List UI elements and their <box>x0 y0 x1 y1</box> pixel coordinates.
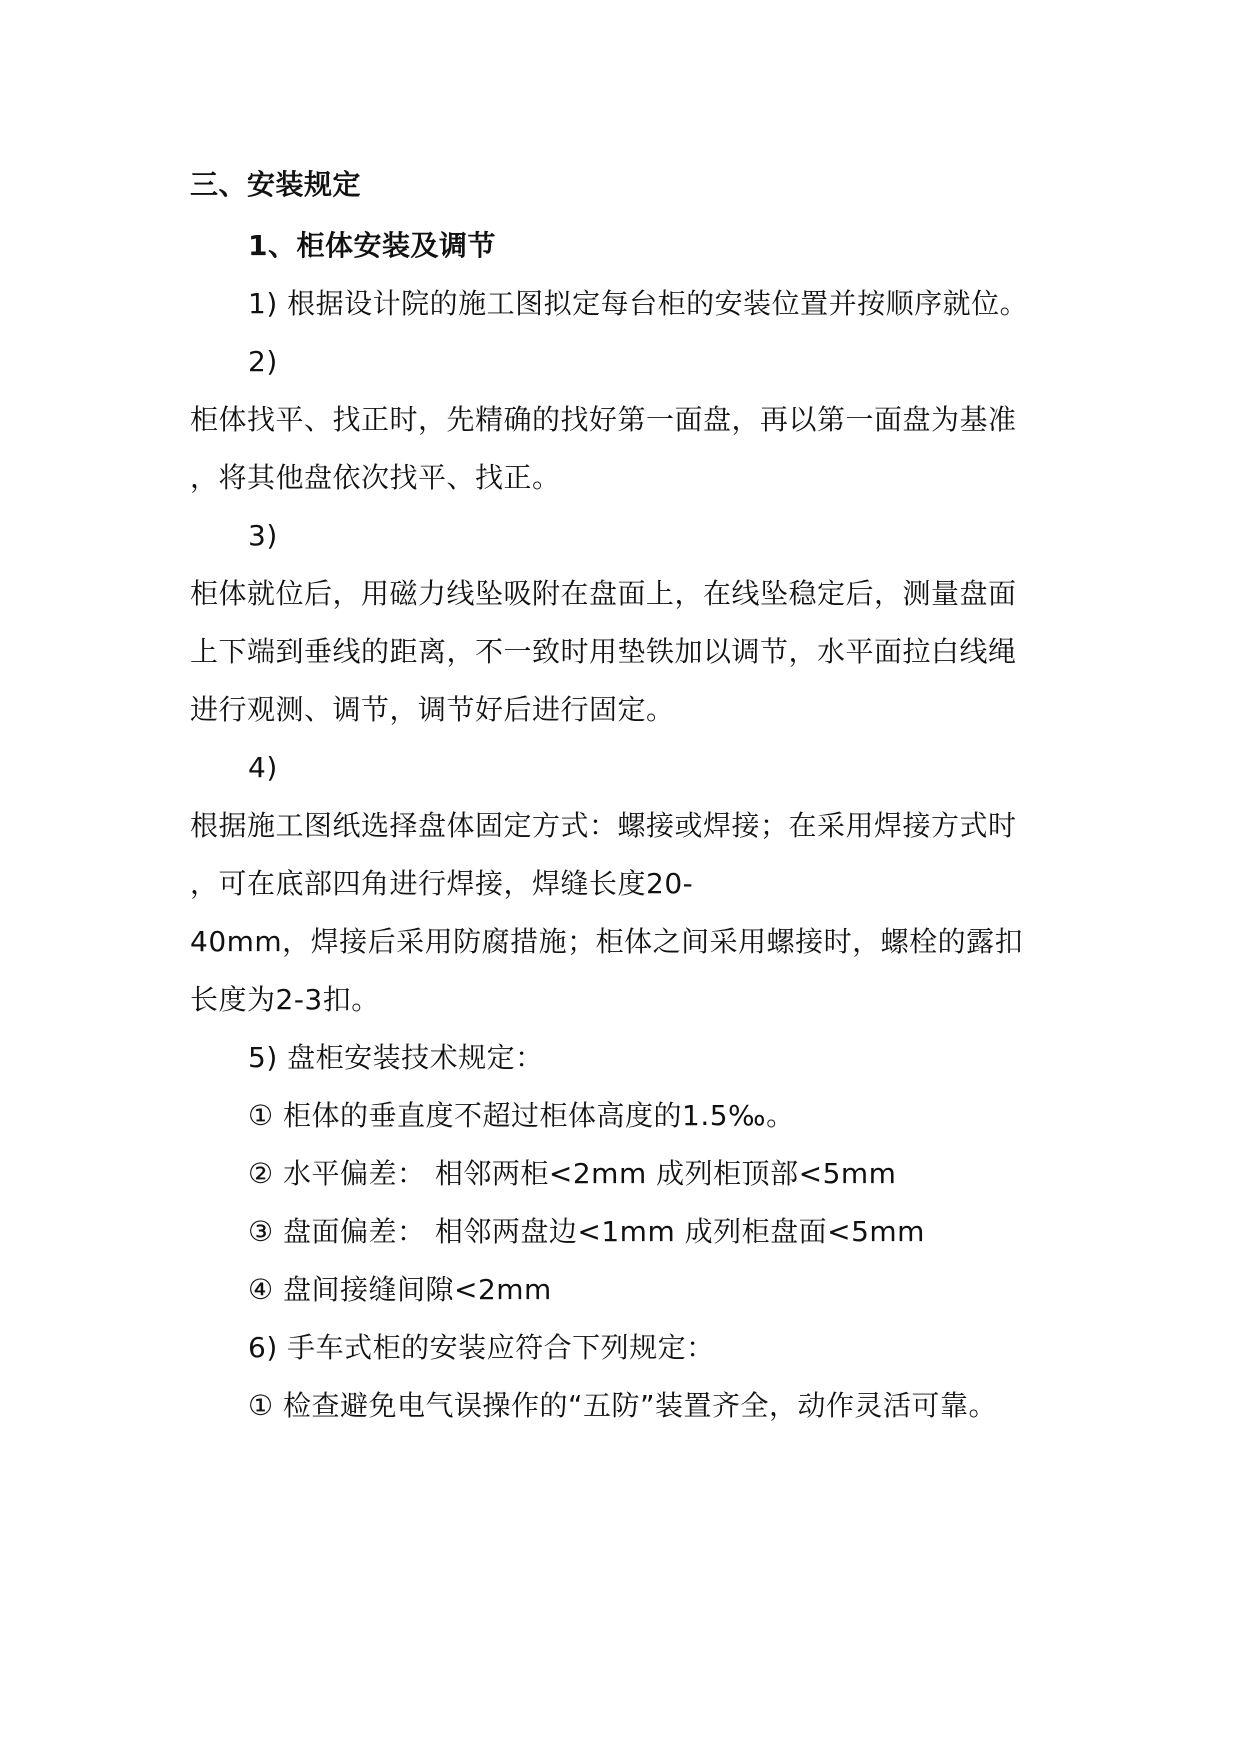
item-2-number: 2) <box>248 345 278 378</box>
item-5-sub-4: ④ 盘间接缝间隙<2mm <box>248 1273 552 1306</box>
item-5-sub-2: ② 水平偏差： 相邻两柜<2mm 成列柜顶部<5mm <box>248 1157 897 1190</box>
item-3-line-3: 进行观测、调节，调节好后进行固定。 <box>190 693 675 726</box>
item-5: 5) 盘柜安装技术规定： <box>248 1041 544 1074</box>
item-4-line-1: 根据施工图纸选择盘体固定方式：螺接或焊接；在采用焊接方式时 <box>190 809 1017 842</box>
item-2-line-1: 柜体找平、找正时，先精确的找好第一面盘，再以第一面盘为基准 <box>190 403 1017 436</box>
item-6: 6) 手车式柜的安装应符合下列规定： <box>248 1331 715 1364</box>
item-4-line-4: 长度为2-3扣。 <box>190 983 380 1016</box>
item-4-line-3: 40mm，焊接后采用防腐措施；柜体之间采用螺接时，螺栓的露扣 <box>190 925 1024 958</box>
item-3-line-2: 上下端到垂线的距离，不一致时用垫铁加以调节，水平面拉白线绳 <box>190 635 1017 668</box>
item-3-number: 3) <box>248 519 278 552</box>
item-5-sub-1: ① 柜体的垂直度不超过柜体高度的1.5‰。 <box>248 1099 795 1132</box>
item-4-line-2: ，可在底部四角进行焊接，焊缝长度20- <box>190 867 694 900</box>
item-6-sub-1: ① 检查避免电气误操作的“五防”装置齐全，动作灵活可靠。 <box>248 1389 998 1422</box>
subsection-title: 1、柜体安装及调节 <box>248 229 496 262</box>
item-2-line-2: ，将其他盘依次找平、找正。 <box>190 461 561 494</box>
item-5-sub-3: ③ 盘面偏差： 相邻两盘边<1mm 成列柜盘面<5mm <box>248 1215 925 1248</box>
item-3-line-1: 柜体就位后，用磁力线坠吸附在盘面上，在线坠稳定后，测量盘面 <box>190 577 1017 610</box>
section-title: 三、安装规定 <box>190 168 362 201</box>
item-4-number: 4) <box>248 751 278 784</box>
item-1: 1) 根据设计院的施工图拟定每台柜的安装位置并按顺序就位。 <box>248 287 1029 320</box>
